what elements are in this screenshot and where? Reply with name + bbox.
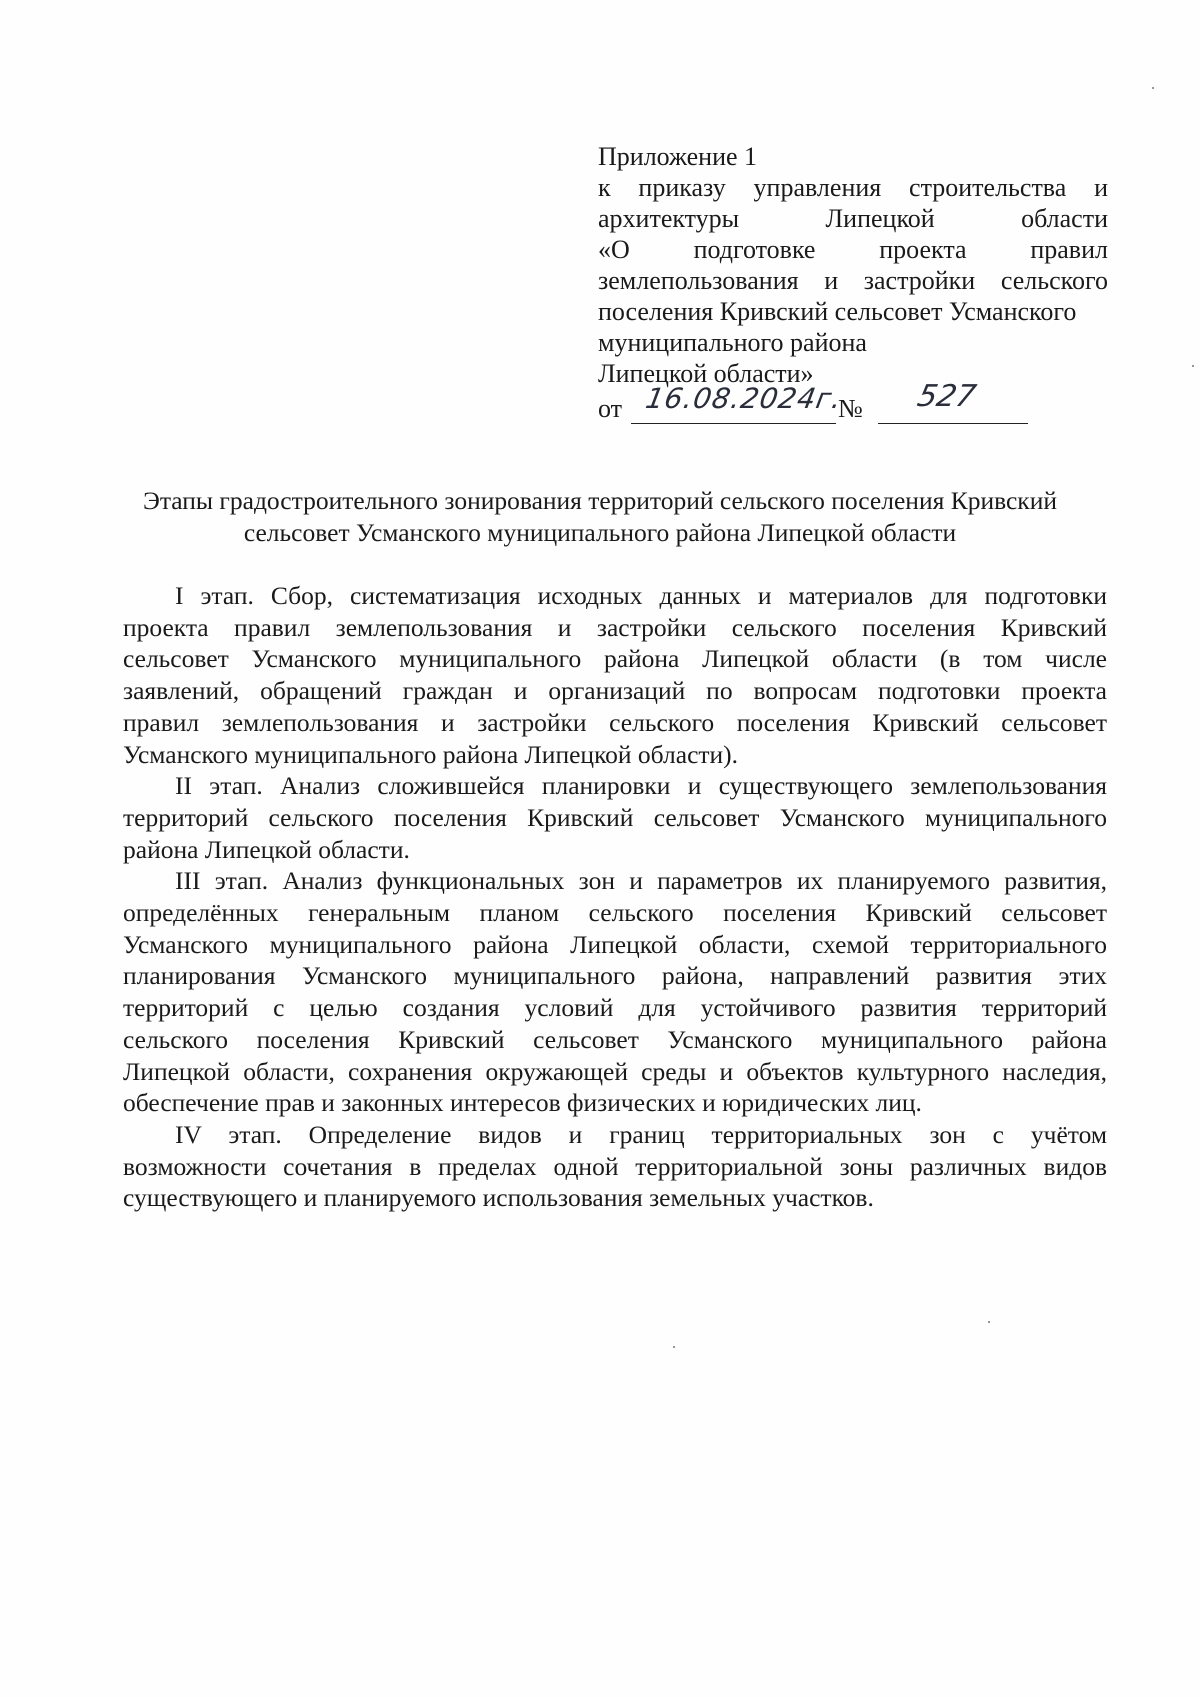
appendix-word: архитектуры bbox=[598, 204, 740, 233]
paragraph-line: существующего и планируемого использования земельных участков. bbox=[123, 1183, 874, 1213]
appendix-title: Приложение 1 bbox=[598, 142, 758, 171]
handwritten-number: 527 bbox=[914, 379, 979, 414]
paragraph-line: определённых генеральным планом сельского поселения Кривский сельсовет bbox=[123, 898, 1107, 928]
scan-speck bbox=[988, 1321, 990, 1323]
title-line-2: сельсовет Усманского муниципального района Липецкой области bbox=[243, 518, 957, 547]
paragraph-line: заявлений, обращений граждан и организаций по вопросам подготовки проекта bbox=[123, 676, 1107, 706]
appendix-word: «О bbox=[598, 235, 630, 264]
paragraph-line: сельского поселения Кривский сельсовет Усманского муниципального района bbox=[123, 1024, 1107, 1054]
paragraph-line: правил землепользования и застройки сельского поселения Кривский сельсовет bbox=[123, 707, 1107, 737]
appendix-line-4 bbox=[598, 234, 1108, 265]
appendix-header bbox=[598, 141, 1108, 431]
paragraph-line: территорий сельского поселения Кривский сельсовет Усманского муниципального bbox=[123, 802, 1107, 832]
appendix-word: строительства bbox=[909, 173, 1067, 202]
scan-speck bbox=[1152, 87, 1154, 89]
appendix-word: и bbox=[824, 266, 839, 295]
paragraph-line: Усманского муниципального района Липецкой области). bbox=[123, 739, 739, 769]
appendix-word: проекта bbox=[879, 235, 967, 264]
paragraph-line: возможности сочетания в пределах одной территориальной зоны различных видов bbox=[123, 1151, 1107, 1181]
paragraph-line: территорий с целью создания условий для устойчивого развития территорий bbox=[123, 993, 1107, 1023]
appendix-line-7: муниципального района bbox=[598, 328, 867, 357]
appendix-word: землепользования bbox=[598, 266, 799, 295]
appendix-word: подготовке bbox=[693, 235, 816, 264]
paragraph-line: планирования Усманского муниципального района, направлений развития этих bbox=[123, 961, 1107, 991]
paragraph-line: обеспечение прав и законных интересов физических и юридических лиц. bbox=[123, 1088, 922, 1118]
appendix-line-8: Липецкой области» bbox=[598, 359, 814, 388]
appendix-line-6: поселения Кривский сельсовет Усманского bbox=[598, 297, 1077, 326]
scan-speck bbox=[1192, 365, 1194, 367]
appendix-word: приказу bbox=[638, 173, 726, 202]
paragraph-line: IV этап. Определение видов и границ территориальных зон с учётом bbox=[175, 1119, 1107, 1149]
appendix-line-2 bbox=[598, 172, 1108, 203]
paragraph-stage-2 bbox=[123, 770, 1107, 865]
appendix-word: и bbox=[1094, 173, 1108, 202]
paragraph-stage-3 bbox=[123, 865, 1107, 1119]
paragraph-stage-1 bbox=[123, 580, 1107, 770]
appendix-word: застройки bbox=[863, 266, 976, 295]
paragraph-line: III этап. Анализ функциональных зон и параметров их планируемого развития, bbox=[175, 866, 1107, 896]
appendix-word: области bbox=[1021, 204, 1108, 233]
paragraph-line: Липецкой области, сохранения окружающей среды и объектов культурного наследия, bbox=[123, 1056, 1107, 1086]
number-prefix: № bbox=[838, 394, 863, 423]
appendix-word: сельского bbox=[1000, 266, 1108, 295]
appendix-line-5 bbox=[598, 265, 1108, 296]
paragraph-line: Усманского муниципального района Липецкой области, схемой территориального bbox=[123, 929, 1107, 959]
handwritten-date: 16.08.2024г. bbox=[643, 382, 845, 415]
appendix-line-3 bbox=[598, 203, 1108, 234]
appendix-word: управления bbox=[753, 173, 882, 202]
date-prefix: от bbox=[598, 394, 623, 423]
appendix-word: Липецкой bbox=[825, 204, 935, 233]
scan-speck bbox=[673, 1346, 675, 1348]
paragraph-line: проекта правил землепользования и застройки сельского поселения Кривский bbox=[123, 612, 1107, 642]
paragraph-line: II этап. Анализ сложившейся планировки и существующего землепользования bbox=[175, 771, 1107, 801]
paragraph-stage-4 bbox=[123, 1119, 1107, 1214]
date-number-row bbox=[598, 379, 1108, 431]
paragraph-line: I этап. Сбор, систематизация исходных данных и материалов для подготовки bbox=[175, 581, 1107, 610]
paragraph-line: сельсовет Усманского муниципального района Липецкой области (в том числе bbox=[123, 644, 1107, 674]
appendix-word: к bbox=[598, 173, 611, 202]
title-line-1: Этапы градостроительного зонирования территорий сельского поселения Кривский bbox=[143, 486, 1057, 515]
appendix-word: правил bbox=[1030, 235, 1108, 264]
document-body bbox=[123, 580, 1107, 1214]
document-title bbox=[100, 485, 1100, 549]
paragraph-line: района Липецкой области. bbox=[123, 834, 410, 864]
